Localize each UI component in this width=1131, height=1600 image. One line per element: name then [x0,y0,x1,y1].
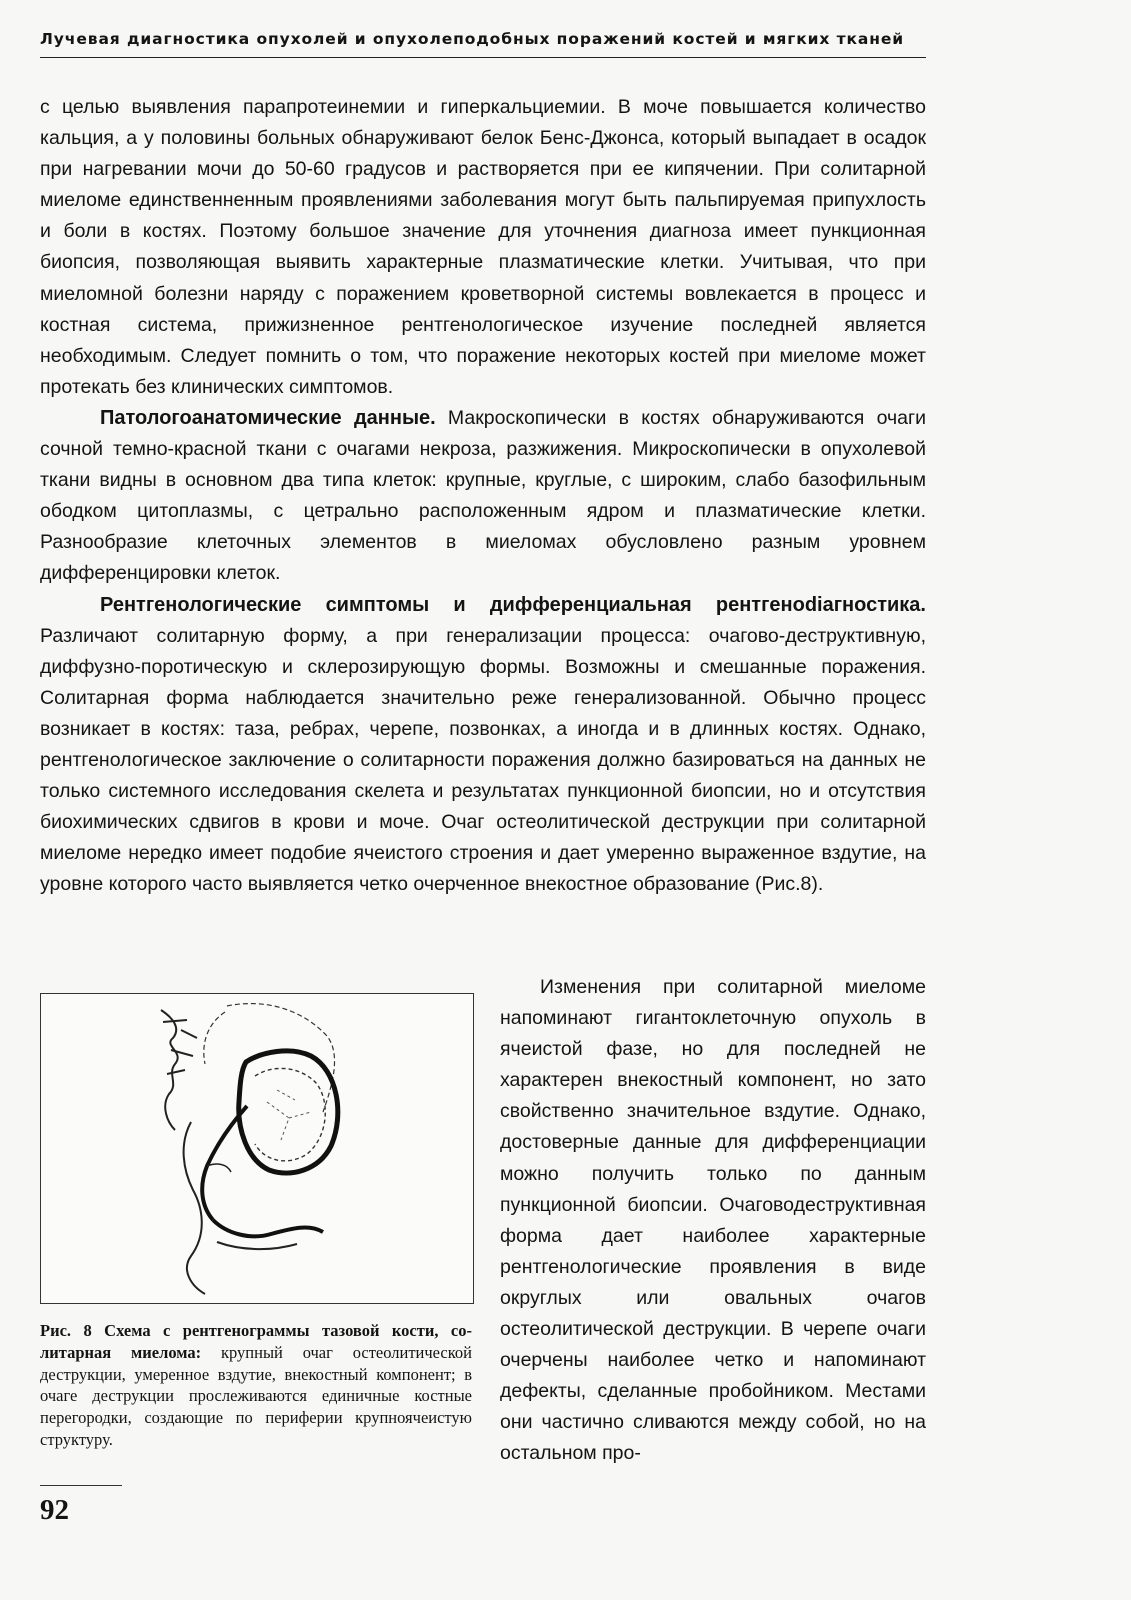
caption-title: Рис. 8 Схема с рентгенограммы тазовой кости, солитарная миелома: [40,1321,472,1362]
side-column-text [500,972,926,1470]
paragraph-intro: с целью выявления парапротеинемии и гиперкальциемии. В моче повышается количество кальция, а у половины больных обнаруживают белок Бенс-Джонса, который выпадает в осадок при нагревании мочи до 50-60 градусов и растворяется при ее кипячении. При солитарной миеломе единственненным проявлениями заболевания могут быть пальпируемая припухлость и боли в костях. Поэтому большое значение для уточнения диагноза имеет пункционная биопсия, позволяющая выявить характерные плазматические клетки. Учитывая, что при миеломной болезни наряду с поражением кроветворной системы вовлекается в процесс и костная система, прижизненное рентгенологическое изучение последней является необходимым. Следует помнить о том, что поражение некоторых костей при миеломе может протекать без клинических симптомов. [40,96,926,398]
running-head: Лучевая диагностика опухолей и опухолеподобных поражений костей и мягких тканей [40,30,905,48]
pathology-heading: Патологоанатомические данные. [100,406,436,429]
radiology-text: Различают солитарную форму, а при генерализации процесса: очагово-деструктивную, диффузно-поротическую и склерозирующую формы. Возможны и смешанные поражения. Солитарная форма наблюдается значительно реже генерализованной. Обычно процесс возникает в костях: таза, ребрах, черепе, позвонках, а иногда и в длинных костях. Однако, рентгенологическое заключение о солитарности поражения должно базироваться на данных не только системного исследования скелета и результатах пункционной биопсии, но и отсутствия биохимических сдвигов в крови и моче. Очаг остеолитической деструкции при солитарной миеломе нередко имеет подобие ячеистого строения и дает умеренно выраженное вздутие, на уровне которого часто выявляется четко очерченное внекостное образование (Рис.8). [40,624,926,896]
paragraph-pathology [40,403,926,590]
header-rule [40,57,926,58]
pelvic-bone-schema-drawing [41,994,473,1303]
paragraph-differential: Изменения при солитарной миеломе напоминают гигантоклеточную опухоль в ячеистой фазе, но для последней не характерен внекостный компонент, но зато свойственно значительное вздутие. Однако, достоверные данные для дифференциации можно получить только по данным пункционной биопсии. Очаговодеструктивная форма дает наиболее характерные рентгенологические проявления в виде округлых или овальных очагов остеолитической деструкции. В черепе очаги очерчены наиболее четко и напоминают дефекты, сделанные пробойником. Местами они частично сливаются между собой, но на остальном про- [500,976,926,1465]
figure-caption [40,1320,472,1451]
caption-text: крупный очаг остеолитической деструкции, умеренное вздутие, внекостный компонент; в очаге деструкции прослеживаются единичные костные перегородки, создающие по периферии крупноячеистую структуру. [40,1342,472,1449]
footer-rule [40,1485,122,1486]
paragraph-radiology [40,590,926,901]
figure-8-schema [40,993,474,1304]
page-number: 92 [40,1494,69,1526]
radiology-heading: Рентгенологические симптомы и дифференциальная рентгенodiагностика. [100,593,926,616]
body-text [40,92,926,900]
pathology-text: Макроскопически в костях обнаруживаются очаги сочной темно-красной ткани с очагами некроза, разжижения. Микроскопически в опухолевой ткани видны в основном два типа клеток: крупные, круглые, с широким, слабо базофильным ободком цитоплазмы, с цетрально расположенным ядром и плазматические клетки. Разнообразие клеточных элементов в миеломах обусловлено разным уровнем дифференцировки клеток. [40,406,927,585]
